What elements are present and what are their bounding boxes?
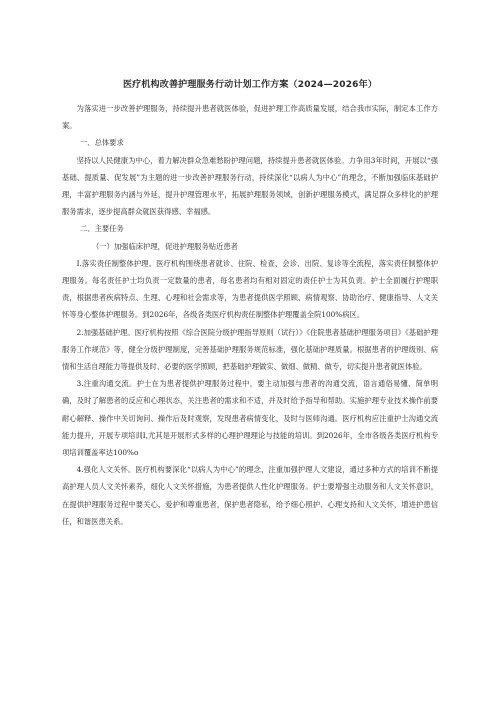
section-heading-general-requirements: 一、总体要求 (80, 138, 124, 148)
task-item-2: 2.加强基础护理。医疗机构按照《综合医院分级护理指导原则（试行）》《住院患者基础护理服务项目》《基础护理服务工作规范》等，健全分级护理制度，完善基础护理服务规范标准，强化基础护理质量。根据患者的护理级别、病情和生活自理能力等提供及时、必要的医学照顾，把基础护理做实、做细、做精、做专，切实提升患者就医体验。 (62, 327, 438, 372)
subsection-heading-clinical-nursing: （一）加强临床护理，促进护理服务贴近患者 (92, 241, 238, 251)
general-requirements-paragraph: 坚持以人民健康为中心，着力解决群众急难愁盼护理问题，持续提升患者就医体验。力争用3年时间，开展以“强基础、提质量、促发展”为主题的进一步改善护理服务行动，持续深化“以病人为中心”的理念，不断加强临床基础护理，丰富护理服务内涵与外延，提升护理管理水平，拓展护理服务领域，创新护理服务模式，满足群众多样化的护理服务需求，逐步提高群众就医获得感、幸福感。 (62, 155, 438, 217)
task-item-3: 3.注重沟通交流。护士在为患者提供护理服务过程中，要主动加强与患者的沟通交流，语言通俗易懂、简单明确，及时了解患者的反应和心理状态，关注患者的需求和不适，并及时给予指导和帮助。实施护理专业技术操作前要耐心解释、操作中关切询问、操作后及时观察，发现患者病情变化，及时与医师沟通。医疗机构应注重护士沟通交流能力提升，开展专项培训I,尤其是开展形式多样的心理护理理论与技能的培训。到2026年，全市各级各类医疗机构专项培训覆盖率达100%o (62, 379, 438, 458)
intro-paragraph: 为落实进一步改善护理服务，持续提升患者就医体验，促进护理工作高质量发展，结合我市实际，制定本工作方案。 (62, 104, 438, 131)
task-item-1: I.落实责任制整体护理。医疗机构围绕患者就诊、住院、检查、会诊、出院、复诊等全流程，落实责任制整体护理服务。每名责任护士均负责一定数量的患者，每名患者均有相对固定的责任护士为其负责。护士全面履行护理职责，根据患者疾病特点、生理、心理和社会需求等，为患者提供医学照顾、病情观察、协助治疗、健康指导、人文关怀等身心整体护理服务。到2026年，各级各类医疗机构责任制整体护理覆盖全院100%病区。 (62, 258, 438, 320)
section-heading-main-tasks: 二、主要任务 (80, 224, 124, 234)
task-item-4: 4.强化人文关怀。医疗机构要深化“以病人为中心”的理念，注重加强护理人文建设，通过多种方式的培训不断提高护理人员人文关怀素养，细化人文关怀措施，为患者提供人性化护理服务。护士要增强主动服务和人文关怀意识，在提供护理服务过程中要关心、爱护和尊重患者，保护患者隐私，给予细心照护、心理支持和人文关怀，增进护患信任，和谐医患关系。 (62, 465, 438, 526)
document-title: 医疗机构改善护理服务行动计划工作方案（2024—2026年） (122, 80, 378, 90)
